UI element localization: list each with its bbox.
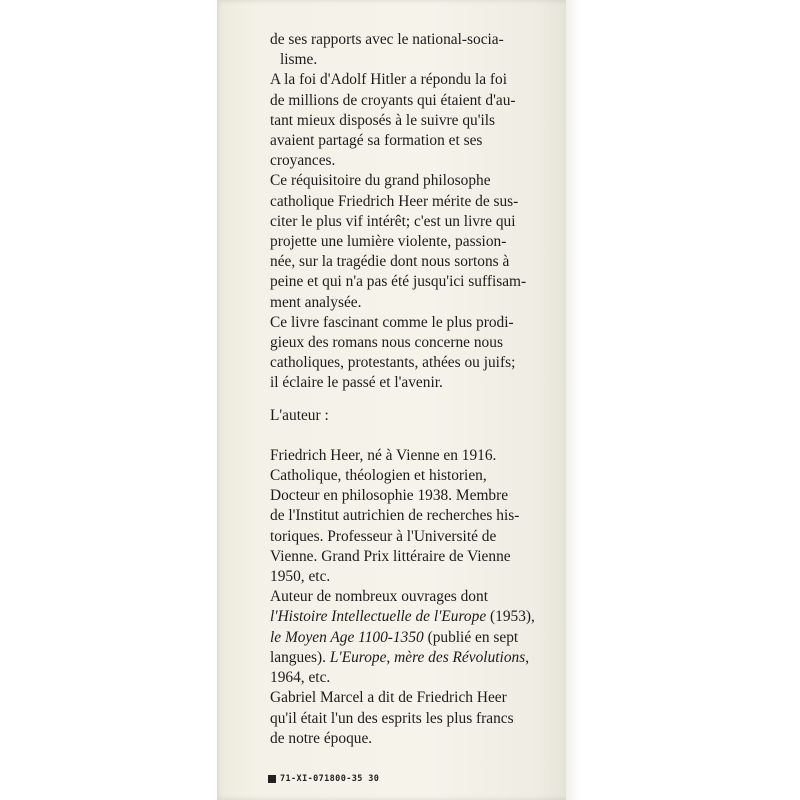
text-line bbox=[270, 628, 555, 648]
text-line: gieux des romans nous concerne nous bbox=[270, 334, 503, 352]
text-line: Friedrich Heer, né à Vienne en 1916. bbox=[270, 446, 497, 464]
text-line bbox=[270, 648, 555, 668]
text-line: Catholique, théologien et historien, bbox=[270, 467, 487, 485]
text-line bbox=[270, 607, 555, 627]
jacket-text bbox=[270, 30, 555, 749]
work-note: (publié en sept bbox=[423, 628, 519, 646]
text-line: Docteur en philosophie 1938. Membre bbox=[270, 487, 509, 505]
text-line: il éclaire le passé et l'avenir. bbox=[270, 374, 443, 392]
text-line: Ce livre fascinant comme le plus prodi- bbox=[270, 313, 514, 331]
text-line: peine et qui n'a pas été jusqu'ici suffisam- bbox=[270, 273, 527, 291]
catalog-number-text: 71-XI-071800-35 30 bbox=[280, 774, 380, 784]
text-line: de ses rapports avec le national-socia- bbox=[270, 31, 504, 48]
work-title: l'Histoire Intellectuelle de l'Europe bbox=[270, 608, 487, 626]
text-line: tant mieux disposés à le suivre qu'ils bbox=[270, 111, 496, 129]
text-line: 1950, etc. bbox=[270, 568, 331, 586]
work-title: le Moyen Age 1100-1350 bbox=[270, 628, 424, 646]
text-line: 1964, etc. bbox=[270, 669, 331, 687]
text-line: ment analysée. bbox=[270, 293, 362, 311]
text-line: de l'Institut autrichien de recherches his- bbox=[270, 507, 520, 525]
text-line: Auteur de nombreux ouvrages dont bbox=[270, 588, 488, 606]
text-line: avaient partagé sa formation et ses bbox=[270, 132, 483, 150]
text-line: Gabriel Marcel a dit de Friedrich Heer bbox=[270, 689, 507, 707]
work-note: , bbox=[525, 648, 530, 666]
text-line: Ce réquisitoire du grand philosophe bbox=[270, 172, 491, 190]
text-line: projette une lumière violente, passion- bbox=[270, 233, 507, 251]
author-heading: L'auteur : bbox=[270, 406, 329, 424]
work-year: (1953), bbox=[486, 608, 535, 626]
text-line: citer le plus vif intérêt; c'est un livre qui bbox=[270, 212, 516, 230]
text-line: croyances. bbox=[270, 152, 336, 170]
square-mark-icon bbox=[268, 775, 276, 783]
text-line: qu'il était l'un des esprits les plus francs bbox=[270, 709, 514, 727]
work-note: langues). bbox=[270, 648, 330, 666]
text-line: A la foi d'Adolf Hitler a répondu la foi bbox=[270, 71, 507, 89]
text-line: de millions de croyants qui étaient d'au- bbox=[270, 91, 516, 109]
catalog-number bbox=[268, 774, 379, 784]
text-line: Vienne. Grand Prix littéraire de Vienne bbox=[270, 547, 511, 565]
page-edge bbox=[566, 0, 580, 800]
text-line: catholique Friedrich Heer mérite de sus- bbox=[270, 192, 519, 210]
text-line: de notre époque. bbox=[270, 729, 373, 747]
text-line: lisme. bbox=[280, 51, 318, 69]
text-line: toriques. Professeur à l'Université de bbox=[270, 527, 497, 545]
text-line: née, sur la tragédie dont nous sortons à bbox=[270, 253, 510, 271]
text-line: catholiques, protestants, athées ou juifs; bbox=[270, 354, 516, 372]
work-title: L'Europe, mère des Révolutions bbox=[329, 648, 526, 666]
